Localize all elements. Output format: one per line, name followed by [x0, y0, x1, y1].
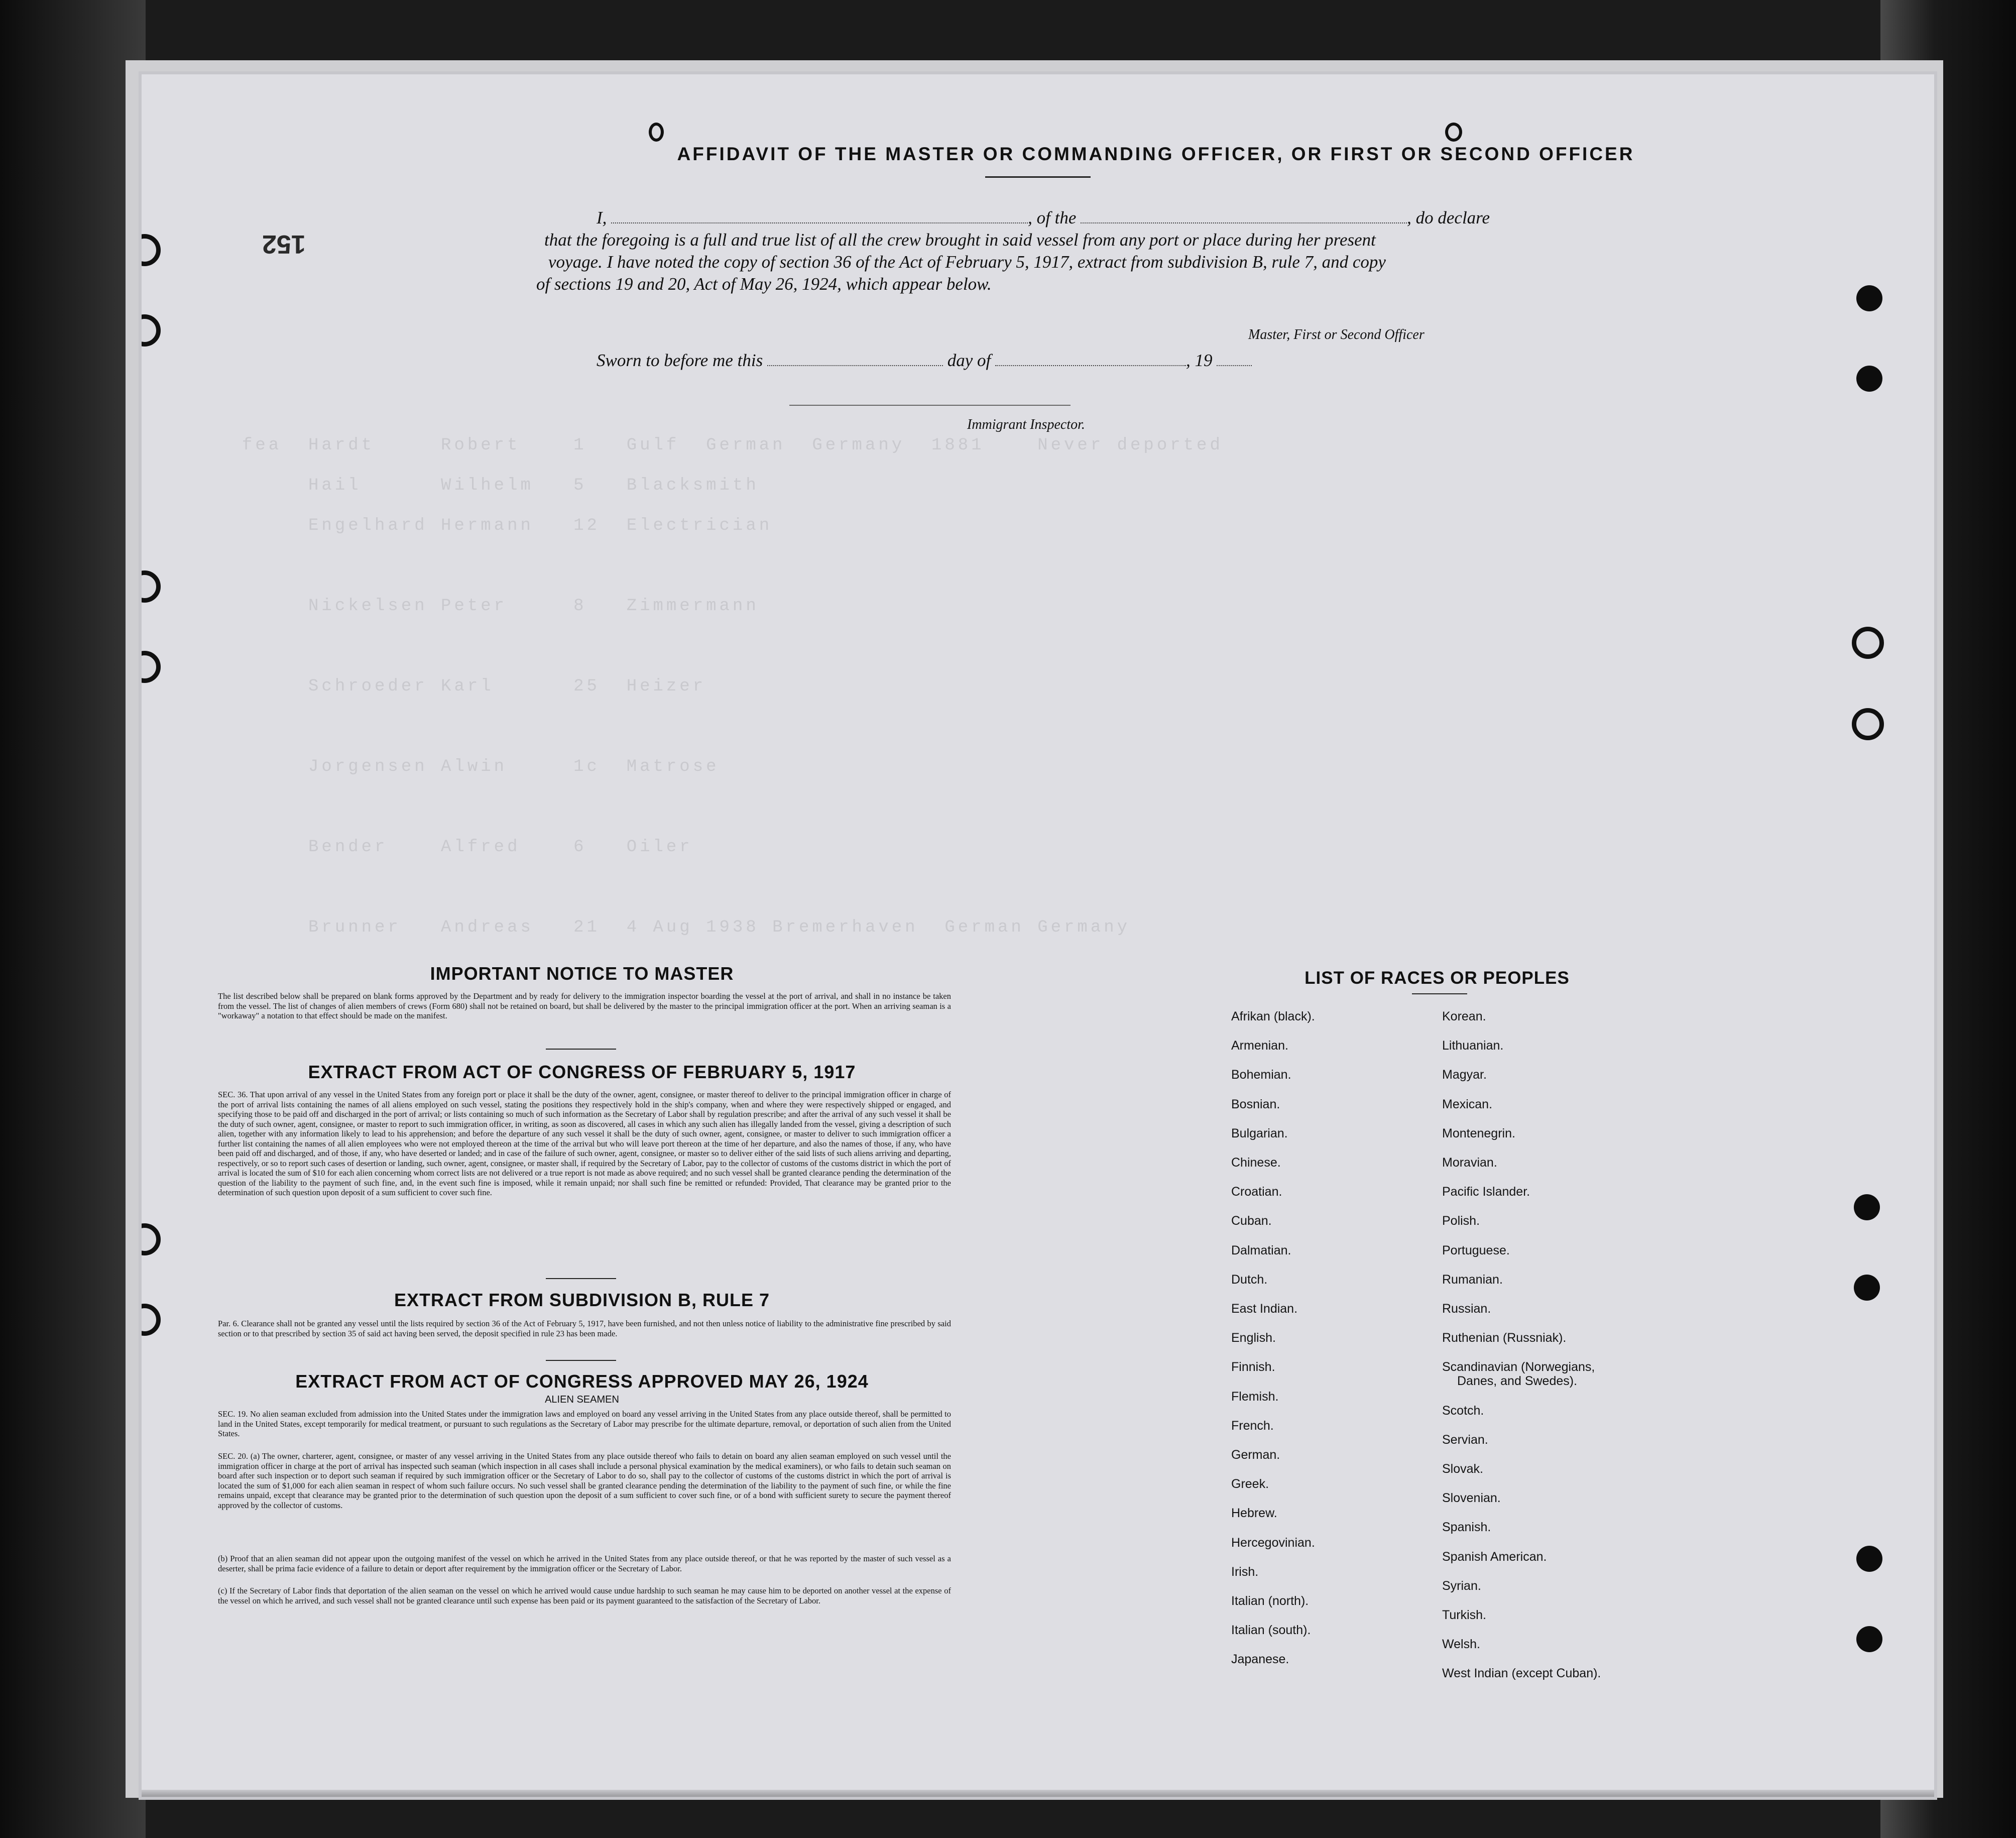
- act-1924-sec19: SEC. 19. No alien seaman excluded from admission into the United States under the immigration laws and employed on board any vessel arriving in the United States from any place outside thereof, shall be permitted to land in the United States, except temporarily for medical treatment, or pursuant to such regulations as the Secretary of Labor may prescribe for the ultimate departure, removal, or deportation of such alien from the United States.: [218, 1409, 951, 1438]
- race-item: Rumanian.: [1442, 1272, 1503, 1287]
- punch-hole: [142, 570, 161, 603]
- act-1917-title: EXTRACT FROM ACT OF CONGRESS OF FEBRUARY 5, 1917: [308, 1062, 856, 1082]
- race-item: Bulgarian.: [1231, 1126, 1288, 1140]
- divider: [546, 1278, 616, 1279]
- affidavit-of-the: , of the: [1028, 208, 1077, 227]
- race-item: Italian (north).: [1231, 1594, 1309, 1608]
- race-item: Dutch.: [1231, 1272, 1268, 1287]
- race-item: Spanish American.: [1442, 1549, 1547, 1564]
- act-1924-sec20b: (b) Proof that an alien seaman did not appear upon the outgoing manifest of the vessel on which he arrived in the United States from any place outside thereof, or that he was reported by the master of such vessel as a deserter, shall be prima facie evidence of a failure to detain or deport after requirement by the immigration officer or the Secretary of Labor.: [218, 1554, 951, 1573]
- race-item: Italian (south).: [1231, 1623, 1311, 1638]
- binder-dot: [1856, 366, 1882, 392]
- punch-hole: [142, 314, 161, 347]
- race-item: Danes, and Swedes).: [1457, 1374, 1578, 1389]
- race-item: Lithuanian.: [1442, 1039, 1504, 1053]
- race-item: Slovak.: [1442, 1462, 1483, 1476]
- race-item: Mexican.: [1442, 1097, 1493, 1111]
- affidavit-i: I,: [597, 208, 607, 227]
- punch-hole: [142, 234, 161, 266]
- affidavit-declaration-line: [597, 208, 1490, 228]
- race-item: Portuguese.: [1442, 1243, 1510, 1257]
- race-item: Hercegovinian.: [1231, 1535, 1315, 1550]
- sworn-text: Sworn to before me this: [597, 351, 763, 370]
- punch-hole: [142, 651, 161, 683]
- binder-edge-left: [0, 0, 146, 1838]
- race-item: Japanese.: [1231, 1652, 1289, 1667]
- race-item: East Indian.: [1231, 1302, 1298, 1316]
- binder-dot: [1856, 1626, 1882, 1652]
- binder-ring-mark: [649, 123, 664, 142]
- affidavit-title: AFFIDAVIT OF THE MASTER OR COMMANDING OFFICER, OR FIRST OR SECOND OFFICER: [677, 144, 1635, 164]
- act-1924-sec20a: SEC. 20. (a) The owner, charterer, agent, consignee, or master of any vessel arriving in the United States from any place outside thereof who fails to detain on board any alien seaman employed on such vessel until the immigration officer in charge at the port of arrival has inspected such seaman (which inspection in all cases shall include a personal physical examination by the medical examiners), or who fails to detain such seaman on board after such inspection or to deport such seaman if required by such immigration officer or the Secretary of Labor to do so, shall pay to the collector of customs of the customs district in which the port of arrival is located the sum of $1,000 for each alien seaman in respect of whom such failure occurs. No such vessel shall be granted clearance pending the determination of the liability to the payment of such fine, or while the fine remains unpaid, except that clearance may be granted prior to the determination of such question upon the deposit of a sum sufficient to cover such fine, or of a bond with sufficient surety to secure the payment thereof approved by the collector of customs.: [218, 1451, 951, 1510]
- act-1924-subtitle: ALIEN SEAMEN: [545, 1394, 619, 1405]
- race-item: Croatian.: [1231, 1185, 1282, 1199]
- race-item: Montenegrin.: [1442, 1126, 1515, 1140]
- race-item: Syrian.: [1442, 1578, 1481, 1593]
- punch-hole: [142, 1304, 161, 1336]
- act-1924-title: EXTRACT FROM ACT OF CONGRESS APPROVED MAY 26, 1924: [295, 1371, 869, 1392]
- race-item: Greek.: [1231, 1477, 1269, 1491]
- race-item: Ruthenian (Russniak).: [1442, 1331, 1567, 1345]
- race-item: French.: [1231, 1418, 1274, 1433]
- race-item: Scotch.: [1442, 1403, 1484, 1418]
- sworn-year-field[interactable]: [1217, 365, 1252, 366]
- act-1924-sec20c: (c) If the Secretary of Labor finds that deportation of the alien seaman on the vessel on which he arrived would cause undue hardship to such seaman he may cause him to be deported on another vessel at the expense of the vessel on which he arrived, and such vessel shall not be granted clearance until such expense has been paid or its payment guaranteed to the satisfaction of the Secretary of Labor.: [218, 1586, 951, 1605]
- race-item: Welsh.: [1442, 1637, 1480, 1652]
- inspector-label: Immigrant Inspector.: [967, 417, 1085, 432]
- rule-7-title: EXTRACT FROM SUBDIVISION B, RULE 7: [394, 1290, 770, 1310]
- sworn-line: [597, 351, 1252, 371]
- race-item: Dalmatian.: [1231, 1243, 1291, 1257]
- affidavit-declare: , do declare: [1407, 208, 1490, 227]
- affidavit-line-4: of sections 19 and 20, Act of May 26, 1924, which appear below.: [536, 274, 992, 294]
- binder-dot: [1854, 1194, 1880, 1220]
- rule-7-body: Par. 6. Clearance shall not be granted any vessel until the lists required by section 36 of the Act of February 5, 1917, have been furnished, and not then unless notice of liability to the administrative fine prescribed by said section or to that prescribed by section 35 of said act having been served, the deposit specified in rule 23 has been made.: [218, 1319, 951, 1338]
- divider: [985, 176, 1091, 178]
- race-item: Hebrew.: [1231, 1506, 1277, 1521]
- race-item: Slovenian.: [1442, 1491, 1501, 1506]
- race-item: Korean.: [1442, 1009, 1486, 1023]
- race-item: Pacific Islander.: [1442, 1185, 1530, 1199]
- race-item: Cuban.: [1231, 1214, 1272, 1228]
- race-item: Turkish.: [1442, 1608, 1486, 1622]
- race-item: English.: [1231, 1331, 1276, 1345]
- punch-hole: [142, 1223, 161, 1255]
- race-item: German.: [1231, 1448, 1280, 1462]
- year-text: , 19: [1185, 351, 1213, 370]
- race-item: Spanish.: [1442, 1520, 1491, 1535]
- race-item: Moravian.: [1442, 1156, 1497, 1170]
- punch-hole: [1852, 627, 1884, 659]
- binder-dot: [1856, 285, 1882, 311]
- sworn-day-field[interactable]: [767, 365, 943, 366]
- stamp-number: 152: [262, 229, 306, 259]
- name-field[interactable]: [611, 222, 1028, 223]
- punch-hole: [1852, 708, 1884, 740]
- sworn-month-field[interactable]: [995, 365, 1186, 366]
- race-item: West Indian (except Cuban).: [1442, 1666, 1601, 1681]
- race-item: Finnish.: [1231, 1360, 1275, 1374]
- day-of-text: day of: [947, 351, 991, 370]
- race-item: Russian.: [1442, 1302, 1491, 1316]
- race-item: Armenian.: [1231, 1039, 1288, 1053]
- race-item: Scandinavian (Norwegians,: [1442, 1360, 1595, 1374]
- act-1917-body: SEC. 36. That upon arrival of any vessel in the United States from any foreign port or place it shall be the duty of the owner, agent, consignee, or master thereof to deliver to the principal immigration officer in charge of the port of arrival lists containing the names of all aliens employed on such vessel, stating the positions they respectively hold in the ship's company, when and where they were respectively shipped or engaged, and specifying those to be paid off and discharged in the port of arrival; or lists containing so much of such information as the Secretary of Labor shall by regulation prescribe; and after the arrival of any such vessel it shall be the duty of such owner, agent, consignee, or master to report to such immigration officer, in writing, as soon as discovered, all cases in which any such alien has illegally landed from the vessel, giving a description of such alien, together with any information likely to lead to his apprehension; and before the departure of any such vessel it shall be the duty of such owner, agent, consignee, or master to deliver to such immigration officer a further list containing the names of all alien employees who were not employed thereon at the time of the arrival but who will leave port thereon at the time of her departure, and also the names of those, if any, who have been paid off and discharged, and of those, if any, who have deserted or landed; and in case of the failure of such owner, agent, consignee, or master so to deliver either of the said lists of such aliens arriving and departing, respectively, or so to report such cases of desertion or landing, such owner, agent, consignee, or master shall, if required by the Secretary of Labor, pay to the collector of customs of the customs district in which the port of arrival is located the sum of $10 for each alien concerning whom correct lists are not delivered or a true report is not made as above required; and no such vessel shall be granted clearance pending the determination of the question of the liability to the payment of such fine, and, in the event such fine is imposed, while it remain unpaid; nor shall such fine be remitted or refunded: Provided, That clearance may be granted prior to the determination of such question upon deposit of a sum sufficient to cover such fine.: [218, 1090, 951, 1197]
- divider: [1412, 993, 1467, 994]
- binder-dot: [1854, 1275, 1880, 1301]
- race-item: Bosnian.: [1231, 1097, 1280, 1111]
- document-sheet: fea Hardt Robert 1 Gulf German Germany 1881 Never deported Hail Wilhelm 5 Blacksmith Engelhard Hermann 12 Electrician Nickelsen Peter 8 Zimmermann Schroeder Karl 25 Heizer Jorgensen Alwin 1c Matrose Bender Alfred 6 Oiler Brunner Andreas 21 4 Aug 1938 Bremerhaven German Germany 152 AFFIDAVIT OF THE MASTER OR COMMANDING OFFICER, OR FIRST OR SECOND OFFICER I, , of the , do declare that the foregoing is a full and true list of all the crew brought in said vessel from any port or place during her present voyage. I have noted the copy of section 36 of the Act of February 5, 1917, extract from subdivision B, rule 7, and copy of sections 19 and 20, Act of May 26, 1924, which appear below. Master, First or Second Officer Sworn to before me this day of , 19 Immigrant Inspector. IMPORTANT NOTICE TO MASTER The list described below shall be prepared on blank forms approved by the Department and by ready for delivery to the immigration inspector boarding the vessel at the port of arrival, and shall in no instance be taken from the vessel. The list of changes of alien members of crews (Form 680) shall not be retained on board, but shall be delivered by the master to the principal immigration officer at the port. When an arriving seaman is a "workaway" a notation to that effect should be made on the manifest. EXTRACT FROM ACT OF CONGRESS OF FEBRUARY 5, 1917 SEC. 36. That upon arrival of any vessel in the United States from any foreign port or place it shall be the duty of the owner, agent, consignee, or master thereof to deliver to the principal immigration officer in charge of the port of arrival lists containing the names of all aliens employed on such vessel, stating the positions they respectively hold in the ship's company, when and where they were respectively shipped or engaged, and specifying those to be paid off and discharged in the port of arrival; or lists containing so much of such information as the Secretary of Labor shall by regulation prescribe; and after the arrival of any such vessel it shall be the duty of such owner, agent, consignee, or master to report to such immigration officer, in writing, as soon as discovered, all cases in which any such alien has illegally landed from the vessel, giving a description of such alien, together with any information likely to lead to his apprehension; and before the departure of any such vessel it shall be the duty of such owner, agent, consignee, or master to deliver to such immigration officer a further list containing the names of all alien employees who were not employed thereon at the time of the arrival but who will leave port thereon at the time of her departure, and also the names of those, if any, who have been paid off and discharged, and of those, if any, who have deserted or landed; and in case of the failure of such owner, agent, consignee, or master so to deliver either of the said lists of such aliens arriving and departing, respectively, or so to report such cases of desertion or landing, such owner, agent, consignee, or master shall, if required by the Secretary of Labor, pay to the collector of customs of the customs district in which the port of arrival is located the sum of $10 for each alien concerning whom correct lists are not delivered or a true report is not made as above required; and no such vessel shall be granted clearance pending the determination of the question of the liability to the payment of such fine, and, in the event such fine is imposed, while it remain unpaid; nor shall such fine be remitted or refunded: Provided, That clearance may be granted prior to the determination of such question upon deposit of a sum sufficient to cover such fine. EXTRACT FROM SUBDIVISION B, RULE 7 Par. 6. Clearance shall not be granted any vessel until the lists required by section 36 of the Act of February 5, 1917, have been furnished, and not then unless notice of liability to the administrative fine prescribed by said section or to that prescribed by section 35 of said act having been served, the deposit specified in rule 23 has been made. EXTRACT FROM ACT OF CONGRESS APPROVED MAY 26, 1924 ALIEN SEAMEN SEC. 19. No alien seaman excluded from admission into the United States under the immigration laws and employed on board any vessel arriving in the United States from any place outside thereof, shall be permitted to land in the United States, except temporarily for medical treatment, or pursuant to such regulations as the Secretary of Labor may prescribe for the ultimate departure, removal, or deportation of such alien from the United States. SEC. 20. (a) The owner, charterer, agent, consignee, or master of any vessel arriving in the United States from any place outside thereof who fails to detain on board any alien seaman employed on such vessel until the immigration officer in charge at the port of arrival has inspected such seaman (which inspection in all cases shall include a personal physical examination by the medical examiners), or who fails to detain such seaman on board after such inspection or to deport such seaman if required by such immigration officer or the Secretary of Labor to do so, shall pay to the collector of customs of the customs district in which the port of arrival is located the sum of $1,000 for each alien seaman in respect of whom such failure occurs. No such vessel shall be granted clearance pending the determination of the liability to the payment of such fine, or while the fine remains unpaid, except that clearance may be granted prior to the determination of such question upon the deposit of a sum sufficient to cover such fine, or of a bond with sufficient surety to secure the payment thereof approved by the collector of customs. (b) Proof that an alien seaman did not appear upon the outgoing manifest of the vessel on which he arrived in the United States from any place outside thereof, or that he was reported by the master of such vessel as a deserter, shall be prima facie evidence of a failure to detain or deport after requirement by the immigration officer or the Secretary of Labor. (c) If the Secretary of Labor finds that deportation of the alien seaman on the vessel on which he arrived would cause undue hardship to such seaman he may cause him to be deported on another vessel at the expense of the vessel on which he arrived, and such vessel shall not be granted clearance until such expense has been paid or its payment guaranteed to the satisfaction of the Secretary of Labor. LIST OF RACES OR PEOPLES Afrikan (black). Armenian. Bohemian. Bosnian. Bulgarian. Chinese. Croatian. Cuban. Dalmatian. Dutch. East Indian. English. Finnish. Flemish. French. German. Greek. Hebrew. Hercegovinian. Irish. Italian (north). Italian (south). Japanese. Korean. Lithuanian. Magyar. Mexican. Montenegrin. Moravian. Pacific Islander. Polish. Portuguese. Rumanian. Russian. Ruthenian (Russniak). Scandinavian (Norwegians, Danes, and Swedes). Scotch. Servian. Slovak. Slovenian. Spanish. Spanish American. Syrian. Turkish. Welsh. West Indian (except Cuban).: [142, 74, 1934, 1797]
- binder-ring-mark: [1445, 123, 1462, 142]
- notice-title: IMPORTANT NOTICE TO MASTER: [430, 963, 734, 984]
- vessel-field[interactable]: [1081, 222, 1407, 223]
- race-item: Magyar.: [1442, 1068, 1487, 1082]
- race-item: Servian.: [1442, 1432, 1488, 1447]
- page-edge-shadow: [142, 1790, 1934, 1797]
- race-item: Bohemian.: [1231, 1068, 1291, 1082]
- race-item: Polish.: [1442, 1214, 1480, 1228]
- affidavit-line-2: that the foregoing is a full and true list of all the crew brought in said vessel from any port or place during her present: [544, 230, 1376, 250]
- affidavit-line-3: voyage. I have noted the copy of section 36 of the Act of February 5, 1917, extract from subdivision B, rule 7, and copy: [548, 252, 1386, 272]
- divider: [546, 1360, 616, 1361]
- notice-body: The list described below shall be prepared on blank forms approved by the Department and by ready for delivery to the immigration inspector boarding the vessel at the port of arrival, and shall in no instance be taken from the vessel. The list of changes of alien members of crews (Form 680) shall not be retained on board, but shall be delivered by the master to the principal immigration officer at the port. When an arriving seaman is a "workaway" a notation to that effect should be made on the manifest.: [218, 991, 951, 1020]
- race-item: Flemish.: [1231, 1389, 1279, 1404]
- master-label: Master, First or Second Officer: [1248, 327, 1425, 342]
- race-item: Chinese.: [1231, 1156, 1281, 1170]
- binder-dot: [1856, 1546, 1882, 1572]
- races-title: LIST OF RACES OR PEOPLES: [1305, 968, 1570, 988]
- race-item: Afrikan (black).: [1231, 1009, 1315, 1023]
- divider: [546, 1049, 616, 1050]
- inspector-signature-line[interactable]: [789, 405, 1071, 406]
- race-item: Irish.: [1231, 1564, 1259, 1579]
